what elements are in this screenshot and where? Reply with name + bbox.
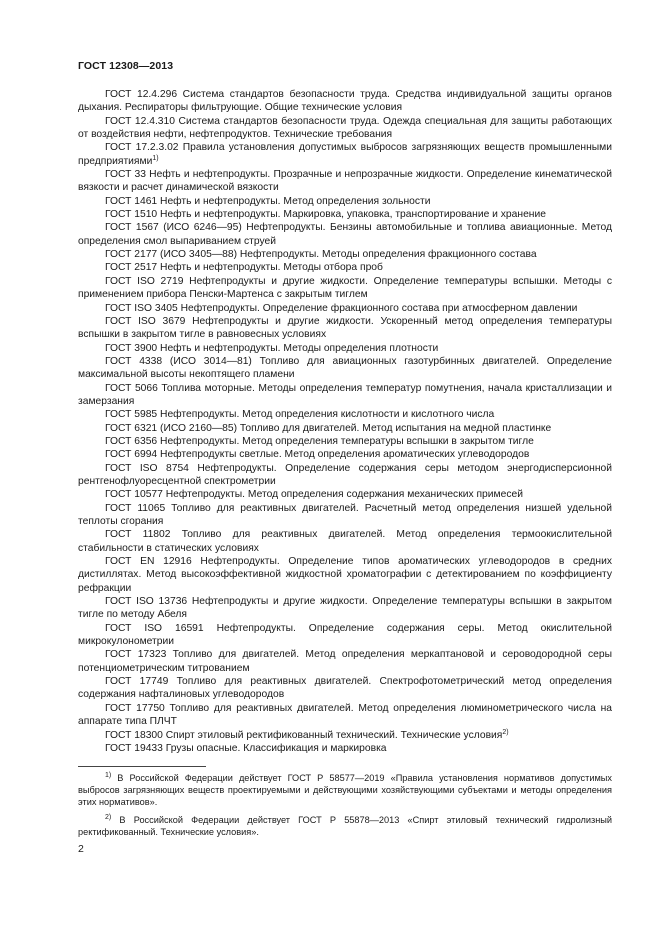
footnote-item: $^{1)}$ В Российской Федерации действует ГОСТ Р 58577—2019 «Правила установления нормативов допустимых выбросов загрязняющих веществ проектируемыми и действующими хозяйствующими субъектами и методы определения этих нормативов».	[78, 772, 612, 808]
footnote-item: $^{2)}$ В Российской Федерации действует ГОСТ Р 55878—2013 «Спирт этиловый технический гидролизный ректификованный. Технические условия».	[78, 813, 612, 837]
footnote-mark: 2)	[105, 813, 112, 821]
reference-item: ГОСТ 1461 Нефть и нефтепродукты. Метод определения зольности	[105, 195, 431, 207]
reference-item: ГОСТ EN 12916 Нефтепродукты. Определение типов ароматических углеводородов в средних дистиллятах. Метод высокоэффективной жидкостной хроматографии с детектированием по коэффициенту рефракции	[78, 556, 612, 594]
reference-item: ГОСТ 6321 (ИСО 2160—85) Топливо для двигателей. Метод испытания на медной пластинке	[105, 422, 552, 434]
reference-item: ГОСТ 5985 Нефтепродукты. Метод определения кислотности и кислотного числа	[105, 409, 495, 421]
footnote-divider	[78, 766, 206, 767]
reference-item: ГОСТ 33 Нефть и нефтепродукты. Прозрачные и непрозрачные жидкости. Определение кинематической вязкости и расчет динамической вязкости	[78, 169, 612, 194]
reference-item: ГОСТ 17323 Топливо для двигателей. Метод определения меркаптановой и сероводородной серы потенциометрическим титрованием	[78, 649, 612, 674]
normative-references	[78, 88, 612, 755]
reference-item: ГОСТ 2517 Нефть и нефтепродукты. Методы отбора проб	[105, 262, 383, 274]
reference-item: ГОСТ 12.4.310 Система стандартов безопасности труда. Одежда специальная для защиты работающих от воздействия нефти, нефтепродуктов. Технические требования	[78, 115, 612, 141]
reference-item: ГОСТ ISO 3405 Нефтепродукты. Определение фракционного состава при атмосферном давлении	[105, 302, 578, 314]
reference-item: ГОСТ ISO 3679 Нефтепродукты и другие жидкости. Ускоренный метод определения температуры вспышки в закрытом тигле в равновесных условиях	[78, 315, 612, 341]
reference-item: ГОСТ 2177 (ИСО 3405—88) Нефтепродукты. Методы определения фракционного состава	[105, 249, 537, 261]
reference-item: ГОСТ 17750 Топливо для реактивных двигателей. Метод определения люминометрического числа на аппарате типа ПЛЧТ	[78, 702, 612, 728]
footnote-mark: 2)	[502, 728, 509, 736]
reference-item: ГОСТ 12.4.296 Система стандартов безопасности труда. Средства индивидуальной защиты органов дыхания. Респираторы фильтрующие. Общие технические условия	[78, 89, 612, 114]
reference-item: ГОСТ 4338 (ИСО 3014—81) Топливо для авиационных газотурбинных двигателей. Определение максимальной высоты некоптящего пламени	[78, 355, 612, 381]
reference-item: ГОСТ ISO 2719 Нефтепродукты и другие жидкости. Определение температуры вспышки. Методы с применением прибора Пенски-Мартенса с закрытым тиглем	[78, 275, 612, 301]
reference-item: ГОСТ 10577 Нефтепродукты. Метод определения содержания механических примесей	[105, 489, 523, 501]
page-number: 2	[78, 843, 84, 855]
reference-item: ГОСТ ISO 16591 Нефтепродукты. Определение содержания серы. Метод окислительной микрокулонометрии	[78, 622, 612, 648]
reference-item: ГОСТ ISO 8754 Нефтепродукты. Определение содержания серы методом энергодисперсионной рентгенофлуоресцентной спектрометрии	[78, 462, 612, 487]
reference-item: ГОСТ 11065 Топливо для реактивных двигателей. Расчетный метод определения низшей удельной теплоты сгорания	[78, 502, 612, 527]
reference-item: ГОСТ 3900 Нефть и нефтепродукты. Методы определения плотности	[105, 342, 439, 354]
reference-item: ГОСТ 18300 Спирт этиловый ректификованный технический. Технические условия$^{2)}$	[105, 728, 509, 741]
reference-item: ГОСТ 17749 Топливо для реактивных двигателей. Спектрофотометрический метод определения содержания нафталиновых углеводородов	[78, 676, 612, 701]
reference-item: ГОСТ 11802 Топливо для реактивных двигателей. Метод определения термоокислительной стабильности в статических условиях	[78, 529, 612, 554]
reference-item: ГОСТ ISO 13736 Нефтепродукты и другие жидкости. Определение температуры вспышки в закрытом тигле по методу Абеля	[78, 596, 612, 621]
reference-item: ГОСТ 19433 Грузы опасные. Классификация и маркировка	[105, 742, 387, 754]
reference-item: ГОСТ 1567 (ИСО 6246—95) Нефтепродукты. Бензины автомобильные и топлива авиационные. Метод определения смол выпариванием струей	[78, 222, 612, 247]
reference-item: ГОСТ 6356 Нефтепродукты. Метод определения температуры вспышки в закрытом тигле	[105, 435, 534, 447]
reference-item: ГОСТ 17.2.3.02 Правила установления допустимых выбросов загрязняющих веществ промышленными предприятиями$^{1)}$	[78, 142, 612, 167]
reference-item: ГОСТ 6994 Нефтепродукты светлые. Метод определения ароматических углеводородов	[105, 449, 530, 461]
reference-item: ГОСТ 1510 Нефть и нефтепродукты. Маркировка, упаковка, транспортирование и хранение	[105, 209, 546, 221]
footnote-mark: 1)	[152, 154, 159, 162]
reference-item: ГОСТ 5066 Топлива моторные. Методы определения температур помутнения, начала кристаллизации и замерзания	[78, 382, 612, 407]
document-header: ГОСТ 12308—2013	[78, 60, 174, 72]
footnotes	[78, 772, 612, 843]
footnote-mark: 1)	[105, 772, 112, 779]
